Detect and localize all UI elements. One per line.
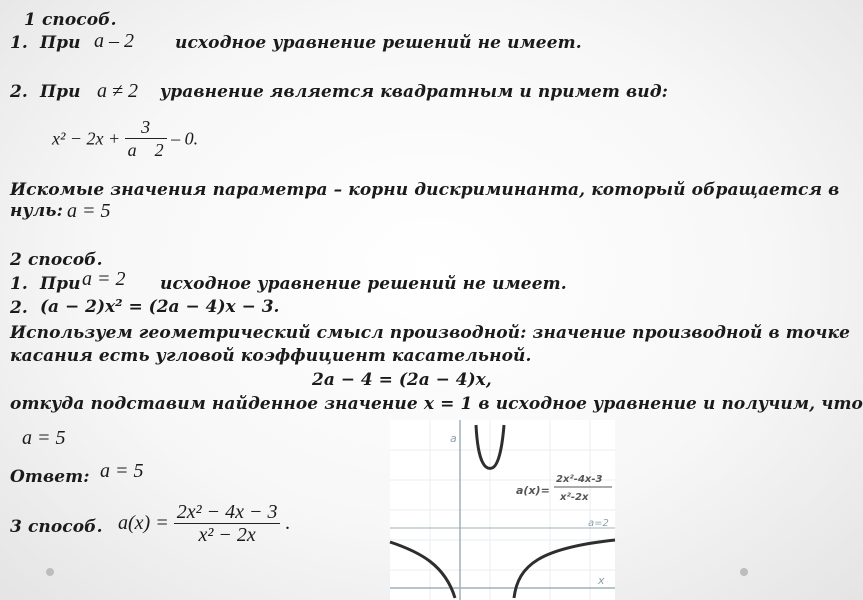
answer-label: Ответ:: [10, 467, 90, 487]
slide-dot-left: [46, 568, 54, 576]
x-axis-label: x: [598, 574, 605, 587]
function-graph: [390, 420, 615, 600]
method1-item2-formula: a ≠ 2: [97, 80, 138, 102]
method2-center-formula: 2a − 4 = (2a − 4)x,: [312, 370, 492, 390]
slide-dot-right: [740, 568, 748, 576]
method1-item1-formula: a – 2: [94, 30, 134, 52]
method2-text-line3: откуда подставим найденное значение x = 1 в исходное уравнение и получим, что: [10, 394, 863, 414]
method2-item2-number: 2.: [10, 298, 28, 318]
method1-item2-prefix: При: [40, 82, 81, 102]
svg-text:2x²-4x-3: 2x²-4x-3: [556, 474, 603, 485]
method2-text-line2: касания есть угловой коэффициент касательной.: [10, 346, 532, 366]
method2-text-line1: Используем геометрический смысл производной: значение производной в точке: [10, 323, 851, 343]
answer-value: a = 5: [100, 460, 144, 482]
svg-text:x²-2x: x²-2x: [560, 492, 589, 503]
method1-heading: 1 способ.: [24, 10, 117, 30]
method1-equation: x² − 2x + $\frac{3}{a 2}$ – 0.: [52, 117, 199, 160]
method1-item1-text: исходное уравнение решений не имеет.: [175, 33, 582, 53]
method2-item1-number: 1.: [10, 274, 28, 294]
method1-search-text-line1: Искомые значения параметра – корни дискриминанта, который обращается в: [10, 180, 840, 200]
method1-search-value: a = 5: [67, 200, 111, 222]
method1-search-text-line2: нуль:: [10, 201, 63, 221]
method3-function: a(x) = $\frac{\text{2x² − 4x − 3}}{\text{x² − 2x}}$ .: [118, 501, 291, 546]
y-axis-label: a: [450, 432, 457, 445]
svg-text:a(x)=: a(x)=: [516, 484, 550, 497]
method1-item1-prefix: При: [40, 33, 81, 53]
method2-heading: 2 способ.: [10, 250, 103, 270]
method2-item1-text: исходное уравнение решений не имеет.: [160, 274, 567, 294]
method1-item1-number: 1.: [10, 33, 28, 53]
method2-result: a = 5: [22, 427, 66, 449]
method1-item2-number: 2.: [10, 82, 28, 102]
method2-item2-formula: (a − 2)x² = (2a − 4)x − 3.: [40, 297, 280, 317]
method2-item1-prefix: При: [40, 274, 81, 294]
method3-heading: 3 способ.: [10, 517, 103, 537]
method1-item2-text: уравнение является квадратным и примет вид:: [160, 82, 669, 102]
asymptote-label: a=2: [588, 518, 609, 529]
method2-item1-formula: a = 2: [82, 268, 126, 290]
